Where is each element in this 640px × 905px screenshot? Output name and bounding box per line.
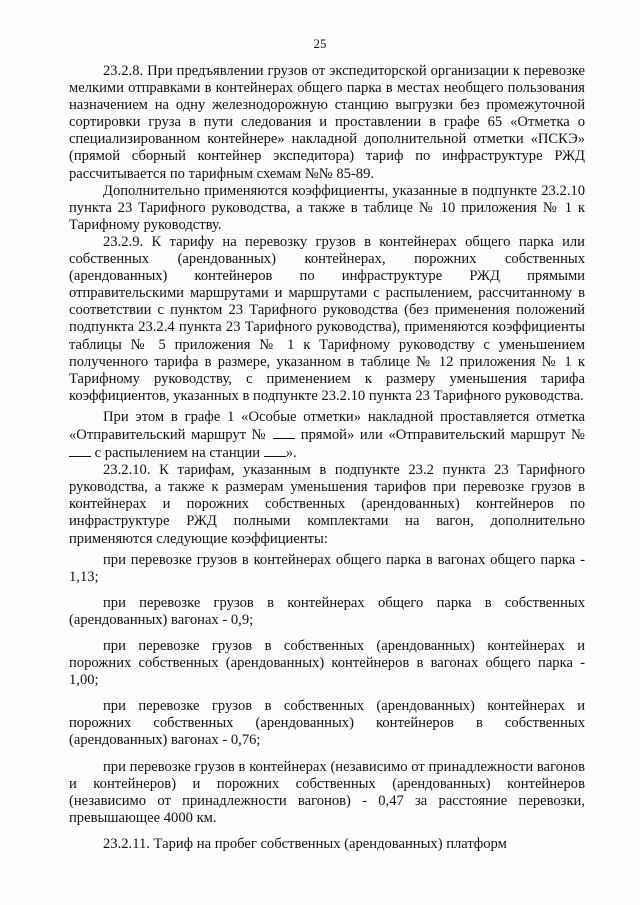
special-marks-text-1: При этом в графе 1 «Особые отметки» накладной проставляется отметка «Отправительский маршрут № xyxy=(69,408,585,443)
route-number-blank-2 xyxy=(69,444,91,457)
paragraph-special-marks xyxy=(69,409,585,462)
coefficient-item-4: при перевозке грузов в собственных (арендованных) контейнерах и порожних собственных (арендованных) контейнеров в собственных (арендованных) вагонах - 0,76; xyxy=(69,698,585,749)
special-marks-text-2: прямой» или «Отправительский маршрут № xyxy=(300,426,585,443)
paragraph-23-2-10: 23.2.10. К тарифам, указанным в подпункте 23.2 пункта 23 Тарифного руководства, а также к размерам уменьшения тарифов при перевозке грузов в контейнерах и порожних собственных (арендованных) контейнеров по инфраструктуре РЖД полными комплектами на вагон, дополнительно применяются следующие коэффициенты: xyxy=(69,462,585,547)
coefficient-item-3: при перевозке грузов в собственных (арендованных) контейнерах и порожних собственных (арендованных) контейнеров в вагонах общего парка - 1,00; xyxy=(69,638,585,689)
paragraph-23-2-11: 23.2.11. Тариф на пробег собственных (арендованных) платформ xyxy=(103,835,507,852)
paragraph-additional-coefficients: Дополнительно применяются коэффициенты, указанные в подпункте 23.2.10 пункта 23 Тарифного руководства, а также в таблице № 10 приложения № 1 к Тарифному руководству. xyxy=(69,182,585,233)
route-number-blank-1 xyxy=(273,426,295,439)
coefficient-item-5: при перевозке грузов в контейнерах (независимо от принадлежности вагонов и контейнеров) и порожних собственных (арендованных) контейнеров (независимо от принадлежности вагонов) - 0,47 за расстояние перевозки, превышающее 4000 км. xyxy=(69,758,585,826)
document-body xyxy=(69,63,585,853)
page-number: 25 xyxy=(313,36,327,51)
special-marks-text-4: ». xyxy=(285,445,297,462)
coefficient-item-2: при перевозке грузов в контейнерах общего парка в собственных (арендованных) вагонах - 0,9; xyxy=(69,594,585,628)
paragraph-23-2-9: 23.2.9. К тарифу на перевозку грузов в контейнерах общего парка или собственных (арендованных) контейнерах, порожних собственных (арендованных) контейнеров по инфраструктуре РЖД прямыми отправительскими маршрутами и маршрутами с распылением, рассчитанному в соответствии с пунктом 23 Тарифного руководства (без применения положений подпункта 23.2.4 пункта 23 Тарифного руководства), применяются коэффициенты таблицы № 5 приложения № 1 к Тарифному руководству с уменьшением полученного тарифа в размере, указанном в таблице № 12 приложения № 1 к Тарифному руководству, с применением к размеру уменьшения тарифа коэффициентов, указанных в подпункте 23.2.10 пункта 23 Тарифного руководства. xyxy=(69,233,585,404)
special-marks-text-3: с распылением на станции xyxy=(94,445,261,462)
station-blank xyxy=(264,444,286,457)
coefficient-item-1: при перевозке грузов в контейнерах общего парка в вагонах общего парка - 1,13; xyxy=(69,551,585,585)
paragraph-23-2-8: 23.2.8. При предъявлении грузов от экспедиторской организации к перевозке мелкими отправками в контейнерах общего парка в местах необщего пользования назначением на одну железнодорожную станцию выгрузки без промежуточной сортировки груза в пути следования и проставлении в графе 65 «Отметка о специализированном контейнере» накладной дополнительной отметки «ПСКЭ» (прямой сборный контейнер экспедитора) тариф по инфраструктуре РЖД рассчитывается по тарифным схемам №№ 85-89. xyxy=(69,63,585,182)
